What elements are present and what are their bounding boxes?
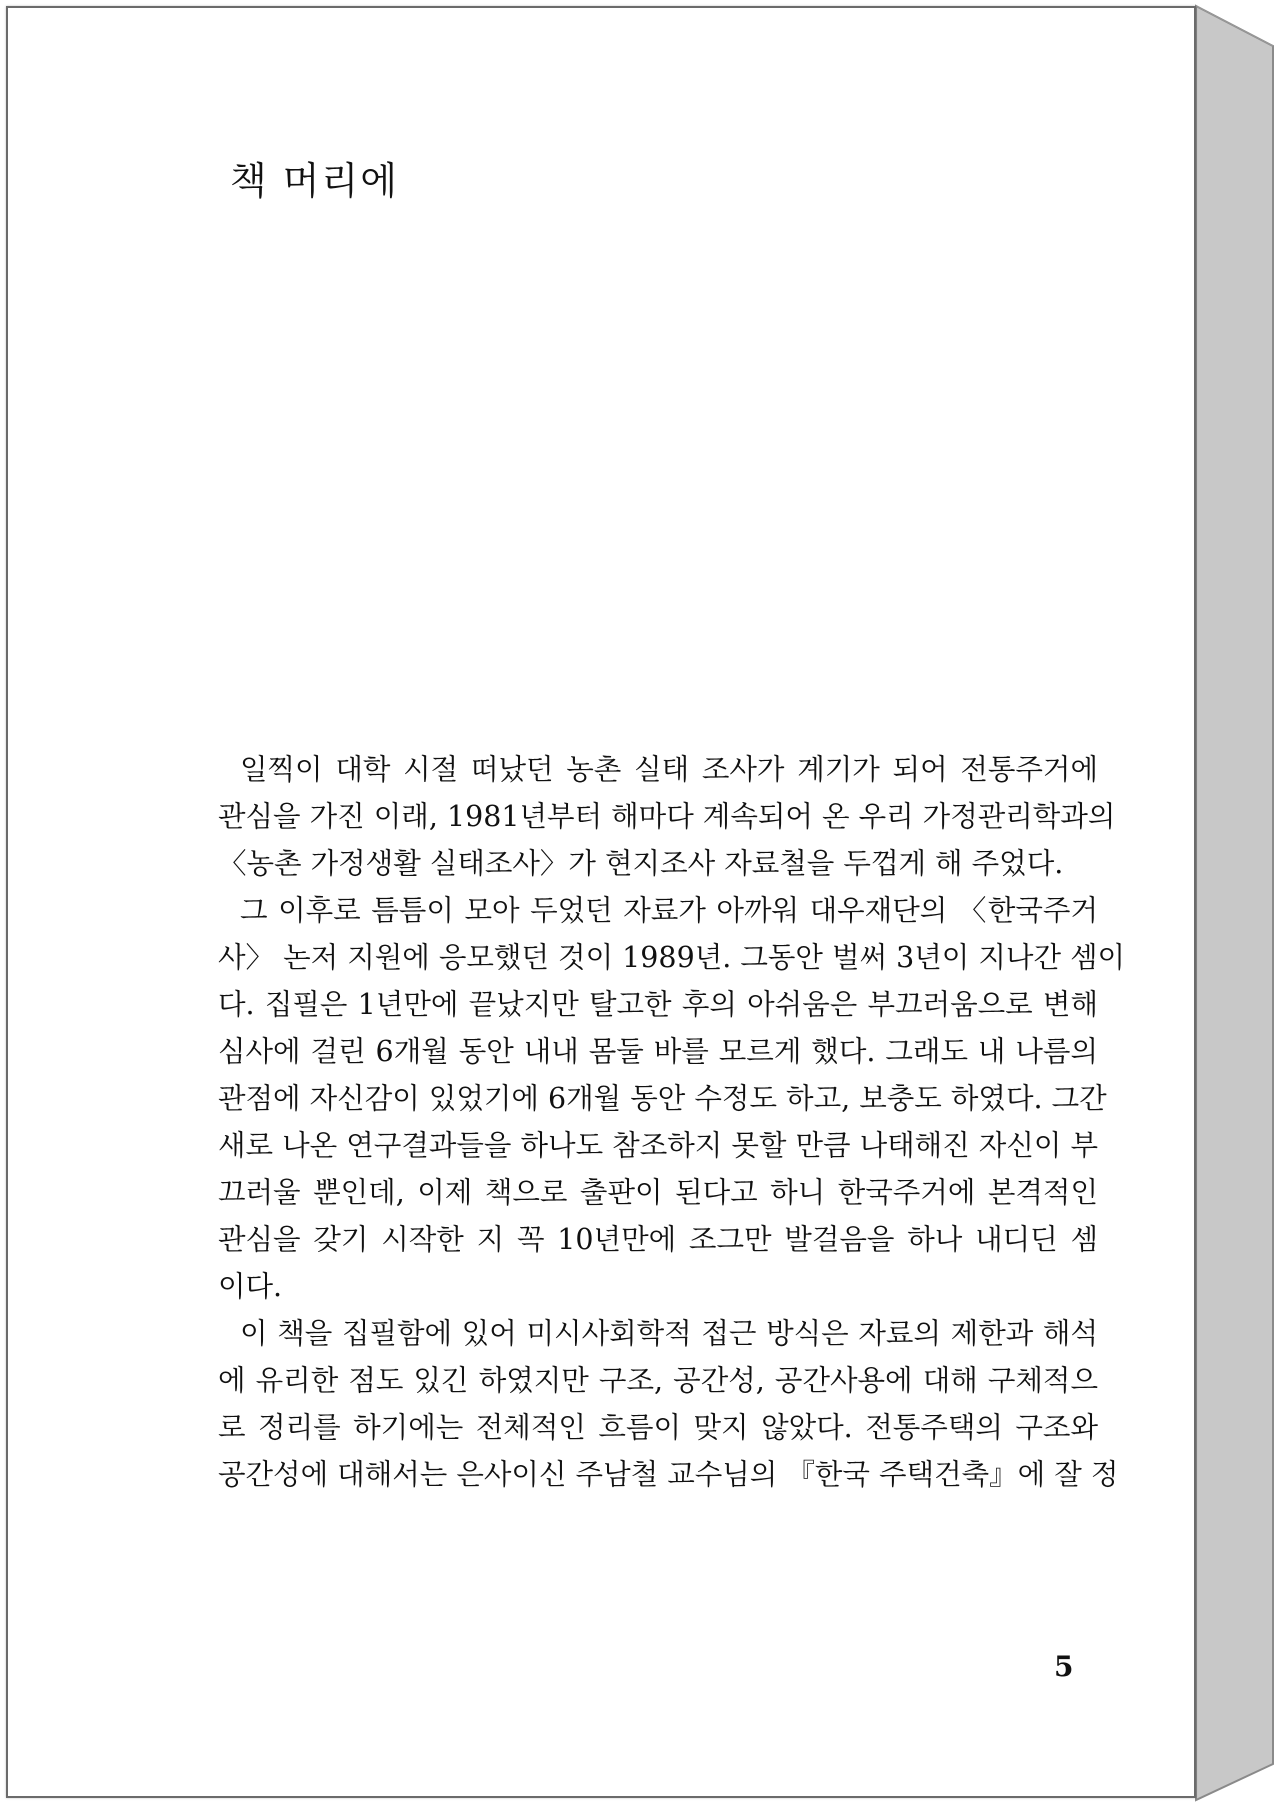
text-line: 에 유리한 점도 있긴 하였지만 구조, 공간성, 공간사용에 대해 구체적으 [218,1364,1098,1397]
text-line: 새로 나온 연구결과들을 하나도 참조하지 못할 만큼 나태해진 자신이 부 [218,1129,1098,1162]
book-page [6,6,1196,1798]
body-text [218,746,1126,1498]
text-line: 관심을 가진 이래, 1981년부터 해마다 계속되어 온 우리 가정관리학과의 [218,800,1116,833]
text-line: 일찍이 대학 시절 떠났던 농촌 실태 조사가 계기가 되어 전통주거에 [240,753,1098,786]
text-line: 이 책을 집필함에 있어 미시사회학적 접근 방식은 자료의 제한과 해석 [240,1317,1098,1350]
text-line: 심사에 걸린 6개월 동안 내내 몸둘 바를 모르게 했다. 그래도 내 나름의 [218,1035,1098,1068]
text-line: 로 정리를 하기에는 전체적인 흐름이 맞지 않았다. 전통주택의 구조와 [218,1411,1098,1444]
text-line: 〈농촌 가정생활 실태조사〉가 현지조사 자료철을 두껍게 해 주었다. [218,847,1064,880]
text-line: 다. 집필은 1년만에 끝났지만 탈고한 후의 아쉬움은 부끄러움으로 변해 [218,988,1098,1021]
text-line: 관점에 자신감이 있었기에 6개월 동안 수정도 하고, 보충도 하였다. 그간 [218,1082,1107,1115]
text-line: 끄러울 뿐인데, 이제 책으로 출판이 된다고 하니 한국주거에 본격적인 [218,1176,1098,1209]
text-line: 이다. [218,1270,283,1303]
chapter-heading: 책 머리에 [230,159,399,203]
page-number: 5 [1054,1650,1074,1683]
text-line: 공간성에 대해서는 은사이신 주남철 교수님의 『한국 주택건축』에 잘 정 [218,1458,1119,1491]
text-line: 관심을 갖기 시작한 지 꼭 10년만에 조그만 발걸음을 하나 내디딘 셈 [218,1223,1098,1256]
text-line: 사〉 논저 지원에 응모했던 것이 1989년. 그동안 벌써 3년이 지나간 셈이 [218,941,1126,974]
text-line: 그 이후로 틈틈이 모아 두었던 자료가 아까워 대우재단의 〈한국주거 [240,894,1098,927]
